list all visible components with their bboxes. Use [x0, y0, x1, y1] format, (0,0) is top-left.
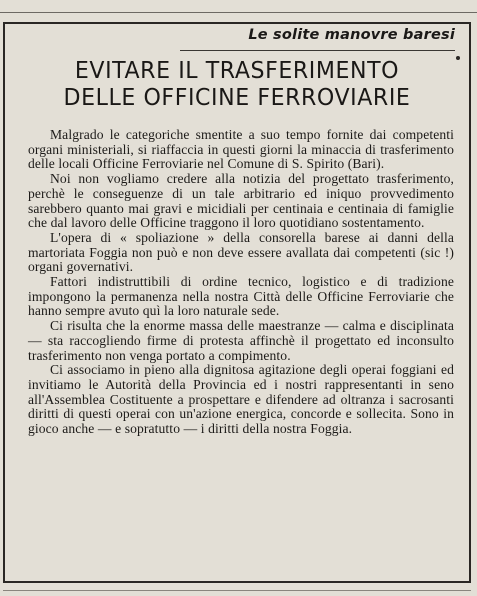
- print-dot: [456, 56, 460, 60]
- article-headline: [20, 57, 454, 111]
- article-paragraph-5: Ci risulta che la enorme massa delle maestranze — calma e disciplinata — sta raccogliendo firme di protesta affinchè il progettato ed inconsulto trasferimento non venga portato a compimento.: [28, 318, 454, 363]
- headline-line-2: DELLE OFFICINE FERROVIARIE: [63, 83, 411, 111]
- article-paragraph-2: Noi non vogliamo credere alla notizia del progettato trasferimento, perchè le conseguenze di un tale arbitrario ed iniquo provvedimento sarebbero quanto mai gravi e micidiali per centinaia e centinaia di famiglie che dal lavoro delle Officine traggono il loro quotidiano sostentamento.: [28, 171, 454, 231]
- top-rule: [0, 12, 477, 13]
- article-paragraph-3: L'opera di « spoliazione » della consorella barese ai danni della martoriata Foggia non può e non deve essere avallata dai competenti (sic !) organi governativi.: [28, 229, 454, 275]
- bottom-rule: [3, 590, 471, 591]
- headline-line-1: EVITARE IL TRASFERIMENTO: [74, 56, 400, 84]
- article-kicker: Le solite manovre baresi: [248, 27, 455, 43]
- article-paragraph-4: Fattori indistruttibili di ordine tecnico, logistico e di tradizione impongono la permanenza nella nostra Città delle Officine Ferroviarie che hanno sempre avuto quì la loro naturale sede.: [28, 274, 454, 319]
- article-paragraph-1: Malgrado le categoriche smentite a suo tempo fornite dai competenti organi ministeriali, si riaffaccia in questi giorni la minaccia di trasferimento delle locali Officine Ferroviarie nel Comune di S. Spirito (Bari).: [28, 127, 454, 172]
- article-body: [28, 128, 454, 437]
- article-paragraph-6: Ci associamo in pieno alla dignitosa agitazione degli operai foggiani ed invitiamo le Autorità della Provincia ed i nostri rappresentanti in seno all'Assemblea Costituente a prospettare e difendere ad oltranza i sacrosanti diritti di questi operai con un'azione energica, concorde e sollecita. Sono in gioco anche — e sopratutto — i diritti della nostra Foggia.: [28, 362, 454, 437]
- kicker-underline: [180, 50, 455, 51]
